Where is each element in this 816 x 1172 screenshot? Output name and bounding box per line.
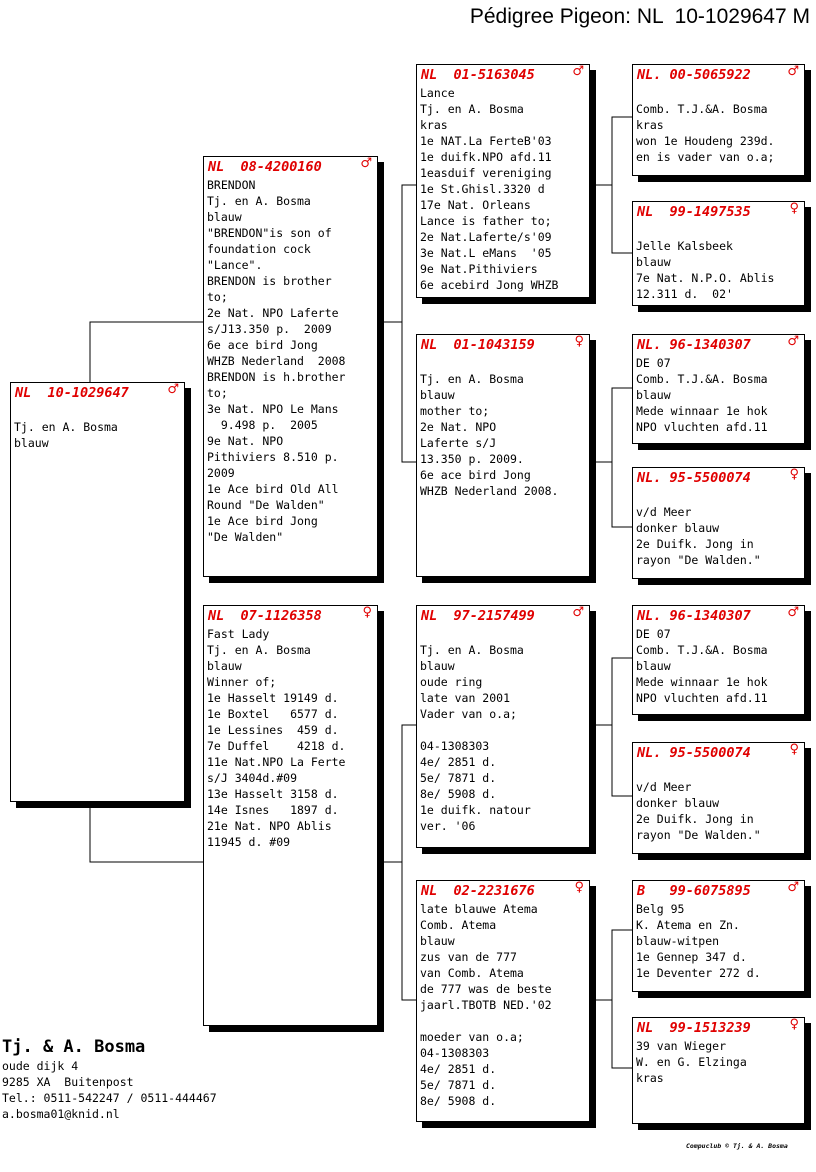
info-line: W. en G. Elzinga: [636, 1055, 747, 1069]
ring-number: NL. 00-5065922: [637, 67, 751, 83]
info-line: ver. '06: [420, 819, 476, 833]
info-line: Mede winnaar 1e hok: [636, 404, 768, 418]
info-line: 5e/ 7871 d.: [420, 1078, 497, 1092]
info-line: blauw: [636, 659, 671, 673]
female-icon: ♀: [574, 880, 584, 895]
info-line: Fast Lady: [207, 627, 270, 641]
info-line: 4e/ 2851 d.: [420, 1062, 497, 1076]
info-line: 1e St.Ghisl.3320 d: [420, 182, 545, 196]
info-line: 1e duifk.NPO afd.11: [420, 150, 552, 164]
info-line: 17e Nat. Orleans: [420, 198, 531, 212]
info-line: NPO vluchten afd.11: [636, 420, 768, 434]
info-line: 7e Nat. N.P.O. Ablis: [636, 271, 775, 285]
info-line: zus van de 777: [420, 950, 517, 964]
info-line: blauw: [14, 436, 49, 450]
info-line: Pithiviers 8.510 p.: [207, 450, 339, 464]
male-icon: ♂: [787, 334, 799, 349]
info-line: Comb. T.J.&A. Bosma: [636, 372, 768, 386]
card-dam-dam[interactable]: [416, 880, 590, 1122]
info-line: late van 2001: [420, 691, 511, 705]
info-line: 6e ace bird Jong: [207, 338, 318, 352]
info-line: [420, 722, 589, 738]
female-icon: ♀: [789, 742, 799, 757]
ring-number: NL 99-1497535: [637, 204, 751, 220]
info-line: 8e/ 5908 d.: [420, 787, 497, 801]
info-line: 1e duifk. natour: [420, 803, 531, 817]
info-line: "De Walden": [207, 530, 284, 544]
info-line: NPO vluchten afd.11: [636, 691, 768, 705]
card-dsd[interactable]: [632, 742, 805, 854]
info-line: 2e Nat. NPO Laferte: [207, 306, 339, 320]
female-icon: ♀: [789, 467, 799, 482]
info-line: [636, 85, 804, 101]
info-line: Tj. en A. Bosma: [420, 372, 524, 386]
ring-number: B 99-6075895: [637, 883, 751, 899]
info-line: 6e acebird Jong WHZB: [420, 278, 559, 292]
female-icon: ♀: [789, 201, 799, 216]
info-line: 1e NAT.La FerteB'03: [420, 134, 552, 148]
info-line: 21e Nat. NPO Ablis: [207, 819, 332, 833]
info-line: 14e Isnes 1897 d.: [207, 803, 339, 817]
card-sss[interactable]: [632, 64, 805, 176]
ring-number: NL 02-2231676: [421, 883, 535, 899]
male-icon: ♂: [572, 605, 584, 620]
info-line: de 777 was de beste: [420, 982, 552, 996]
ring-number: NL 99-1513239: [637, 1020, 751, 1036]
info-line: blauw-witpen: [636, 934, 720, 948]
info-line: Vader van o.a;: [420, 707, 517, 721]
info-line: en is vader van o.a;: [636, 150, 775, 164]
info-line: Comb. T.J.&A. Bosma: [636, 643, 768, 657]
info-line: blauw: [420, 934, 455, 948]
info-line: rayon "De Walden.": [636, 828, 761, 842]
info-line: 1e Lessines 459 d.: [207, 723, 339, 737]
info-line: blauw: [207, 210, 242, 224]
male-icon: ♂: [360, 156, 372, 171]
info-line: Tj. en A. Bosma: [207, 643, 311, 657]
info-line: 2e Duifk. Jong in: [636, 537, 754, 551]
info-line: DE 07: [636, 356, 671, 370]
info-line: 13e Hasselt 3158 d.: [207, 787, 339, 801]
info-line: Comb. Atema: [420, 918, 497, 932]
info-line: 3e Nat. NPO Le Mans: [207, 402, 339, 416]
info-line: v/d Meer: [636, 505, 692, 519]
info-line: blauw: [420, 388, 455, 402]
info-line: DE 07: [636, 627, 671, 641]
info-line: [636, 763, 804, 779]
info-line: WHZB Nederland 2008.: [420, 484, 559, 498]
info-line: 8e/ 5908 d.: [420, 1094, 497, 1108]
info-line: 13.350 p. 2009.: [420, 452, 524, 466]
info-line: K. Atema en Zn.: [636, 918, 740, 932]
info-line: [636, 488, 804, 504]
card-sds[interactable]: [632, 334, 805, 444]
card-ddd[interactable]: [632, 1017, 805, 1124]
info-line: kras: [636, 1071, 664, 1085]
male-icon: ♂: [787, 880, 799, 895]
info-line: blauw: [636, 388, 671, 402]
info-line: BRENDON is h.brother: [207, 370, 346, 384]
owner-info: [2, 1036, 217, 1122]
info-line: 4e/ 2851 d.: [420, 755, 497, 769]
info-line: 2e Nat.Laferte/s'09: [420, 230, 552, 244]
info-line: 2009: [207, 466, 235, 480]
ring-number: NL 10-1029647: [15, 385, 129, 401]
card-ssd[interactable]: [632, 201, 805, 306]
info-line: BRENDON: [207, 178, 256, 192]
owner-phone: Tel.: 0511-542247 / 0511-444467: [2, 1091, 217, 1105]
info-line: 1e Gennep 347 d.: [636, 950, 747, 964]
card-sire-dam[interactable]: [416, 334, 590, 577]
info-line: 1easduif vereniging: [420, 166, 552, 180]
male-icon: ♂: [787, 64, 799, 79]
card-sire[interactable]: [203, 156, 378, 577]
info-line: 3e Nat.L eMans '05: [420, 246, 552, 260]
info-line: 04-1308303: [420, 739, 490, 753]
info-line: 2e Duifk. Jong in: [636, 812, 754, 826]
info-line: mother to;: [420, 404, 490, 418]
info-line: 6e ace bird Jong: [420, 468, 531, 482]
male-icon: ♂: [167, 382, 179, 397]
info-line: Belg 95: [636, 902, 685, 916]
info-line: Laferte s/J: [420, 436, 497, 450]
info-line: to;: [207, 290, 228, 304]
info-line: WHZB Nederland 2008: [207, 354, 346, 368]
card-subject[interactable]: [10, 382, 185, 802]
owner-address: oude dijk 4: [2, 1059, 79, 1073]
card-sdd[interactable]: [632, 467, 805, 579]
ring-number: NL 08-4200160: [208, 159, 322, 175]
info-line: 1e Ace bird Jong: [207, 514, 318, 528]
info-line: [420, 1013, 589, 1029]
ring-number: NL. 96-1340307: [637, 608, 751, 624]
info-line: [420, 355, 589, 371]
info-line: Round "De Walden": [207, 498, 325, 512]
info-line: 1e Boxtel 6577 d.: [207, 707, 339, 721]
info-line: Tj. en A. Bosma: [207, 194, 311, 208]
info-line: kras: [420, 118, 448, 132]
info-line: 9e Nat. NPO: [207, 434, 284, 448]
info-line: blauw: [420, 659, 455, 673]
male-icon: ♂: [787, 605, 799, 620]
info-line: late blauwe Atema: [420, 902, 538, 916]
owner-postcode: 9285 XA Buitenpost: [2, 1075, 134, 1089]
info-line: donker blauw: [636, 521, 720, 535]
info-line: moeder van o.a;: [420, 1030, 524, 1044]
info-line: "BRENDON"is son of: [207, 226, 332, 240]
info-line: Tj. en A. Bosma: [420, 643, 524, 657]
owner-email[interactable]: a.bosma01@knid.nl: [2, 1107, 120, 1121]
info-line: to;: [207, 386, 228, 400]
info-line: foundation cock: [207, 242, 311, 256]
info-line: BRENDON is brother: [207, 274, 332, 288]
info-line: [420, 626, 589, 642]
info-line: won 1e Houdeng 239d.: [636, 134, 775, 148]
info-line: v/d Meer: [636, 780, 692, 794]
page-title: Pédigree Pigeon: NL 10-1029647 M: [469, 5, 810, 28]
card-dam-sire[interactable]: [416, 605, 590, 848]
info-line: 9.498 p. 2005: [207, 418, 318, 432]
owner-name: Tj. & A. Bosma: [2, 1037, 146, 1057]
info-line: Comb. T.J.&A. Bosma: [636, 102, 768, 116]
info-line: Lance: [420, 86, 455, 100]
info-line: blauw: [636, 255, 671, 269]
info-line: Jelle Kalsbeek: [636, 239, 733, 253]
info-line: rayon "De Walden.": [636, 553, 761, 567]
info-line: 9e Nat.Pithiviers: [420, 262, 538, 276]
card-dam[interactable]: [203, 605, 378, 1026]
info-line: blauw: [207, 659, 242, 673]
info-line: 11945 d. #09: [207, 835, 291, 849]
info-line: jaarl.TBOTB NED.'02: [420, 998, 552, 1012]
ring-number: NL. 96-1340307: [637, 337, 751, 353]
ring-number: NL. 95-5500074: [637, 470, 751, 486]
info-line: 39 van Wieger: [636, 1039, 727, 1053]
male-icon: ♂: [572, 64, 584, 79]
info-line: 04-1308303: [420, 1046, 490, 1060]
card-dss[interactable]: [632, 605, 805, 715]
info-line: [636, 222, 804, 238]
info-line: 12.311 d. 02': [636, 287, 733, 301]
info-line: 1e Deventer 272 d.: [636, 966, 761, 980]
footer-credit: Compuclub © Tj. & A. Bosma: [686, 1142, 788, 1150]
ring-number: NL 01-5163045: [421, 67, 535, 83]
info-line: oude ring: [420, 675, 483, 689]
info-line: s/J 3404d.#09: [207, 771, 298, 785]
card-dds[interactable]: [632, 880, 805, 992]
info-line: 1e Ace bird Old All: [207, 482, 339, 496]
female-icon: ♀: [789, 1017, 799, 1032]
ring-number: NL 97-2157499: [421, 608, 535, 624]
female-icon: ♀: [362, 605, 372, 620]
info-line: Winner of;: [207, 675, 277, 689]
female-icon: ♀: [574, 334, 584, 349]
info-line: van Comb. Atema: [420, 966, 524, 980]
info-line: 11e Nat.NPO La Ferte: [207, 755, 346, 769]
info-line: 5e/ 7871 d.: [420, 771, 497, 785]
info-line: Lance is father to;: [420, 214, 552, 228]
info-line: donker blauw: [636, 796, 720, 810]
info-line: [14, 403, 184, 419]
info-line: kras: [636, 118, 664, 132]
info-line: 2e Nat. NPO: [420, 420, 497, 434]
info-line: Tj. en A. Bosma: [420, 102, 524, 116]
ring-number: NL 07-1126358: [208, 608, 322, 624]
ring-number: NL 01-1043159: [421, 337, 535, 353]
card-sire-sire[interactable]: [416, 64, 590, 298]
info-line: Mede winnaar 1e hok: [636, 675, 768, 689]
info-line: "Lance".: [207, 258, 263, 272]
info-line: 1e Hasselt 19149 d.: [207, 691, 339, 705]
ring-number: NL. 95-5500074: [637, 745, 751, 761]
info-line: Tj. en A. Bosma: [14, 420, 118, 434]
info-line: s/J13.350 p. 2009: [207, 322, 332, 336]
info-line: 7e Duffel 4218 d.: [207, 739, 346, 753]
